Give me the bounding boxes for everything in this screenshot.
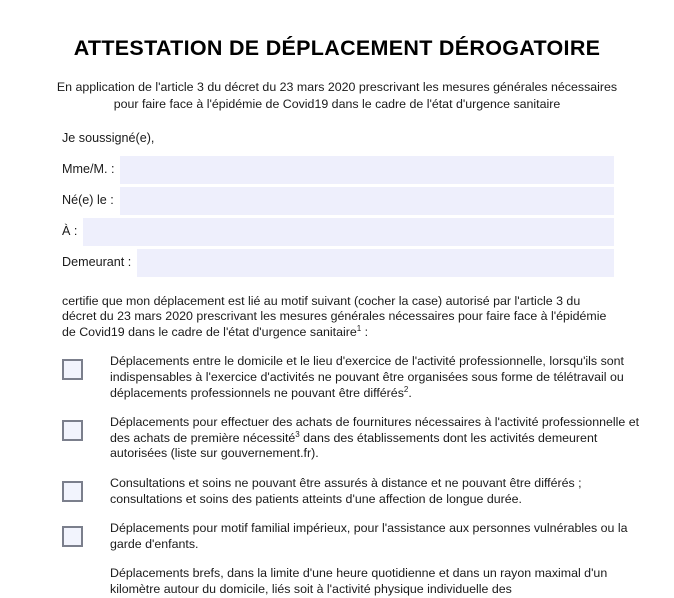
reason-footnote-professionnel: 2 [403,384,409,394]
field-label-mme-m: Mme/M. : [62,161,115,176]
reason-checkbox-sante[interactable] [62,481,83,502]
reason-item-professionnel[interactable] [62,354,664,401]
certification-footnote-marker: 1 [356,323,362,333]
field-input-demeurant[interactable] [137,249,614,277]
field-row-mme-m [62,156,614,182]
field-input-mme-m[interactable] [120,156,614,184]
reason-text-professionnel: Déplacements entre le domicile et le lieu d'exercice de l'activité professionnelle, lorsqu'ils sont indispensables à l'exercice d'activités ne pouvant être organisées sous forme de télétravail ou déplacements professionnels ne pouvant être différés [110,354,624,400]
certification-text: certifie que mon déplacement est lié au motif suivant (cocher la case) autorisé par l'article 3 du décret du 23 mars 2020 prescrivant les mesures générales nécessaires pour faire face à l'épidémie de Covid19 dans le cadre de l'état d'urgence sanitaire [62,293,607,339]
reason-text-tail-professionnel: . [408,385,412,400]
reason-checkbox-achats[interactable] [62,420,83,441]
reason-item-sortie-breve[interactable] [62,566,664,597]
field-row-demeurant [62,249,614,275]
reason-label-professionnel [83,354,664,401]
reason-footnote-achats: 3 [295,429,300,439]
reason-label-sante: Consultations et soins ne pouvant être assurés à distance et ne pouvant être différés ; consultations et soins des patients atteints d'une affection de longue durée. [110,475,582,506]
field-input-naissance[interactable] [120,187,614,215]
field-row-naissance [62,187,614,213]
reason-text-tail-achats: dans des établissements dont les activités demeurent autorisées (liste sur gouvernement.fr). [110,430,598,461]
reason-item-familial[interactable] [62,521,664,552]
field-row-lieu-naissance [62,218,614,244]
field-label-naissance: Né(e) le : [62,192,114,207]
reason-label-sortie-breve: Déplacements brefs, dans la limite d'une heure quotidienne et dans un rayon maximal d'un kilomètre autour du domicile, liés soit à l'activité physique individuelle des [110,566,608,596]
reasons-list [0,340,674,597]
identity-form [0,130,674,275]
declaration-label: Je soussigné(e), [62,130,155,145]
intro-paragraph: En application de l'article 3 du décret du 23 mars 2020 prescrivant les mesures générales nécessaires pour faire face à l'épidémie de Covid19 dans le cadre de l'état d'urgence sanitaire [56,79,618,111]
reason-checkbox-familial[interactable] [62,526,83,547]
field-label-lieu-naissance: À : [62,223,78,238]
reason-item-sante[interactable] [62,476,664,507]
reason-checkbox-professionnel[interactable] [62,359,83,380]
reason-label-familial: Déplacements pour motif familial impérieux, pour l'assistance aux personnes vulnérables ou la garde d'enfants. [110,521,628,551]
reason-item-achats[interactable] [62,415,664,462]
certification-paragraph [0,280,674,341]
reason-label-achats [83,415,664,462]
certification-text-tail: : [361,324,369,339]
reason-text-achats: Déplacements pour effectuer des achats de fournitures nécessaires à l'activité professionnelle et des achats de première nécessité [110,415,640,445]
field-label-demeurant: Demeurant : [62,254,132,269]
field-input-lieu-naissance[interactable] [83,218,614,246]
page-title: ATTESTATION DE DÉPLACEMENT DÉROGATOIRE [73,36,601,60]
